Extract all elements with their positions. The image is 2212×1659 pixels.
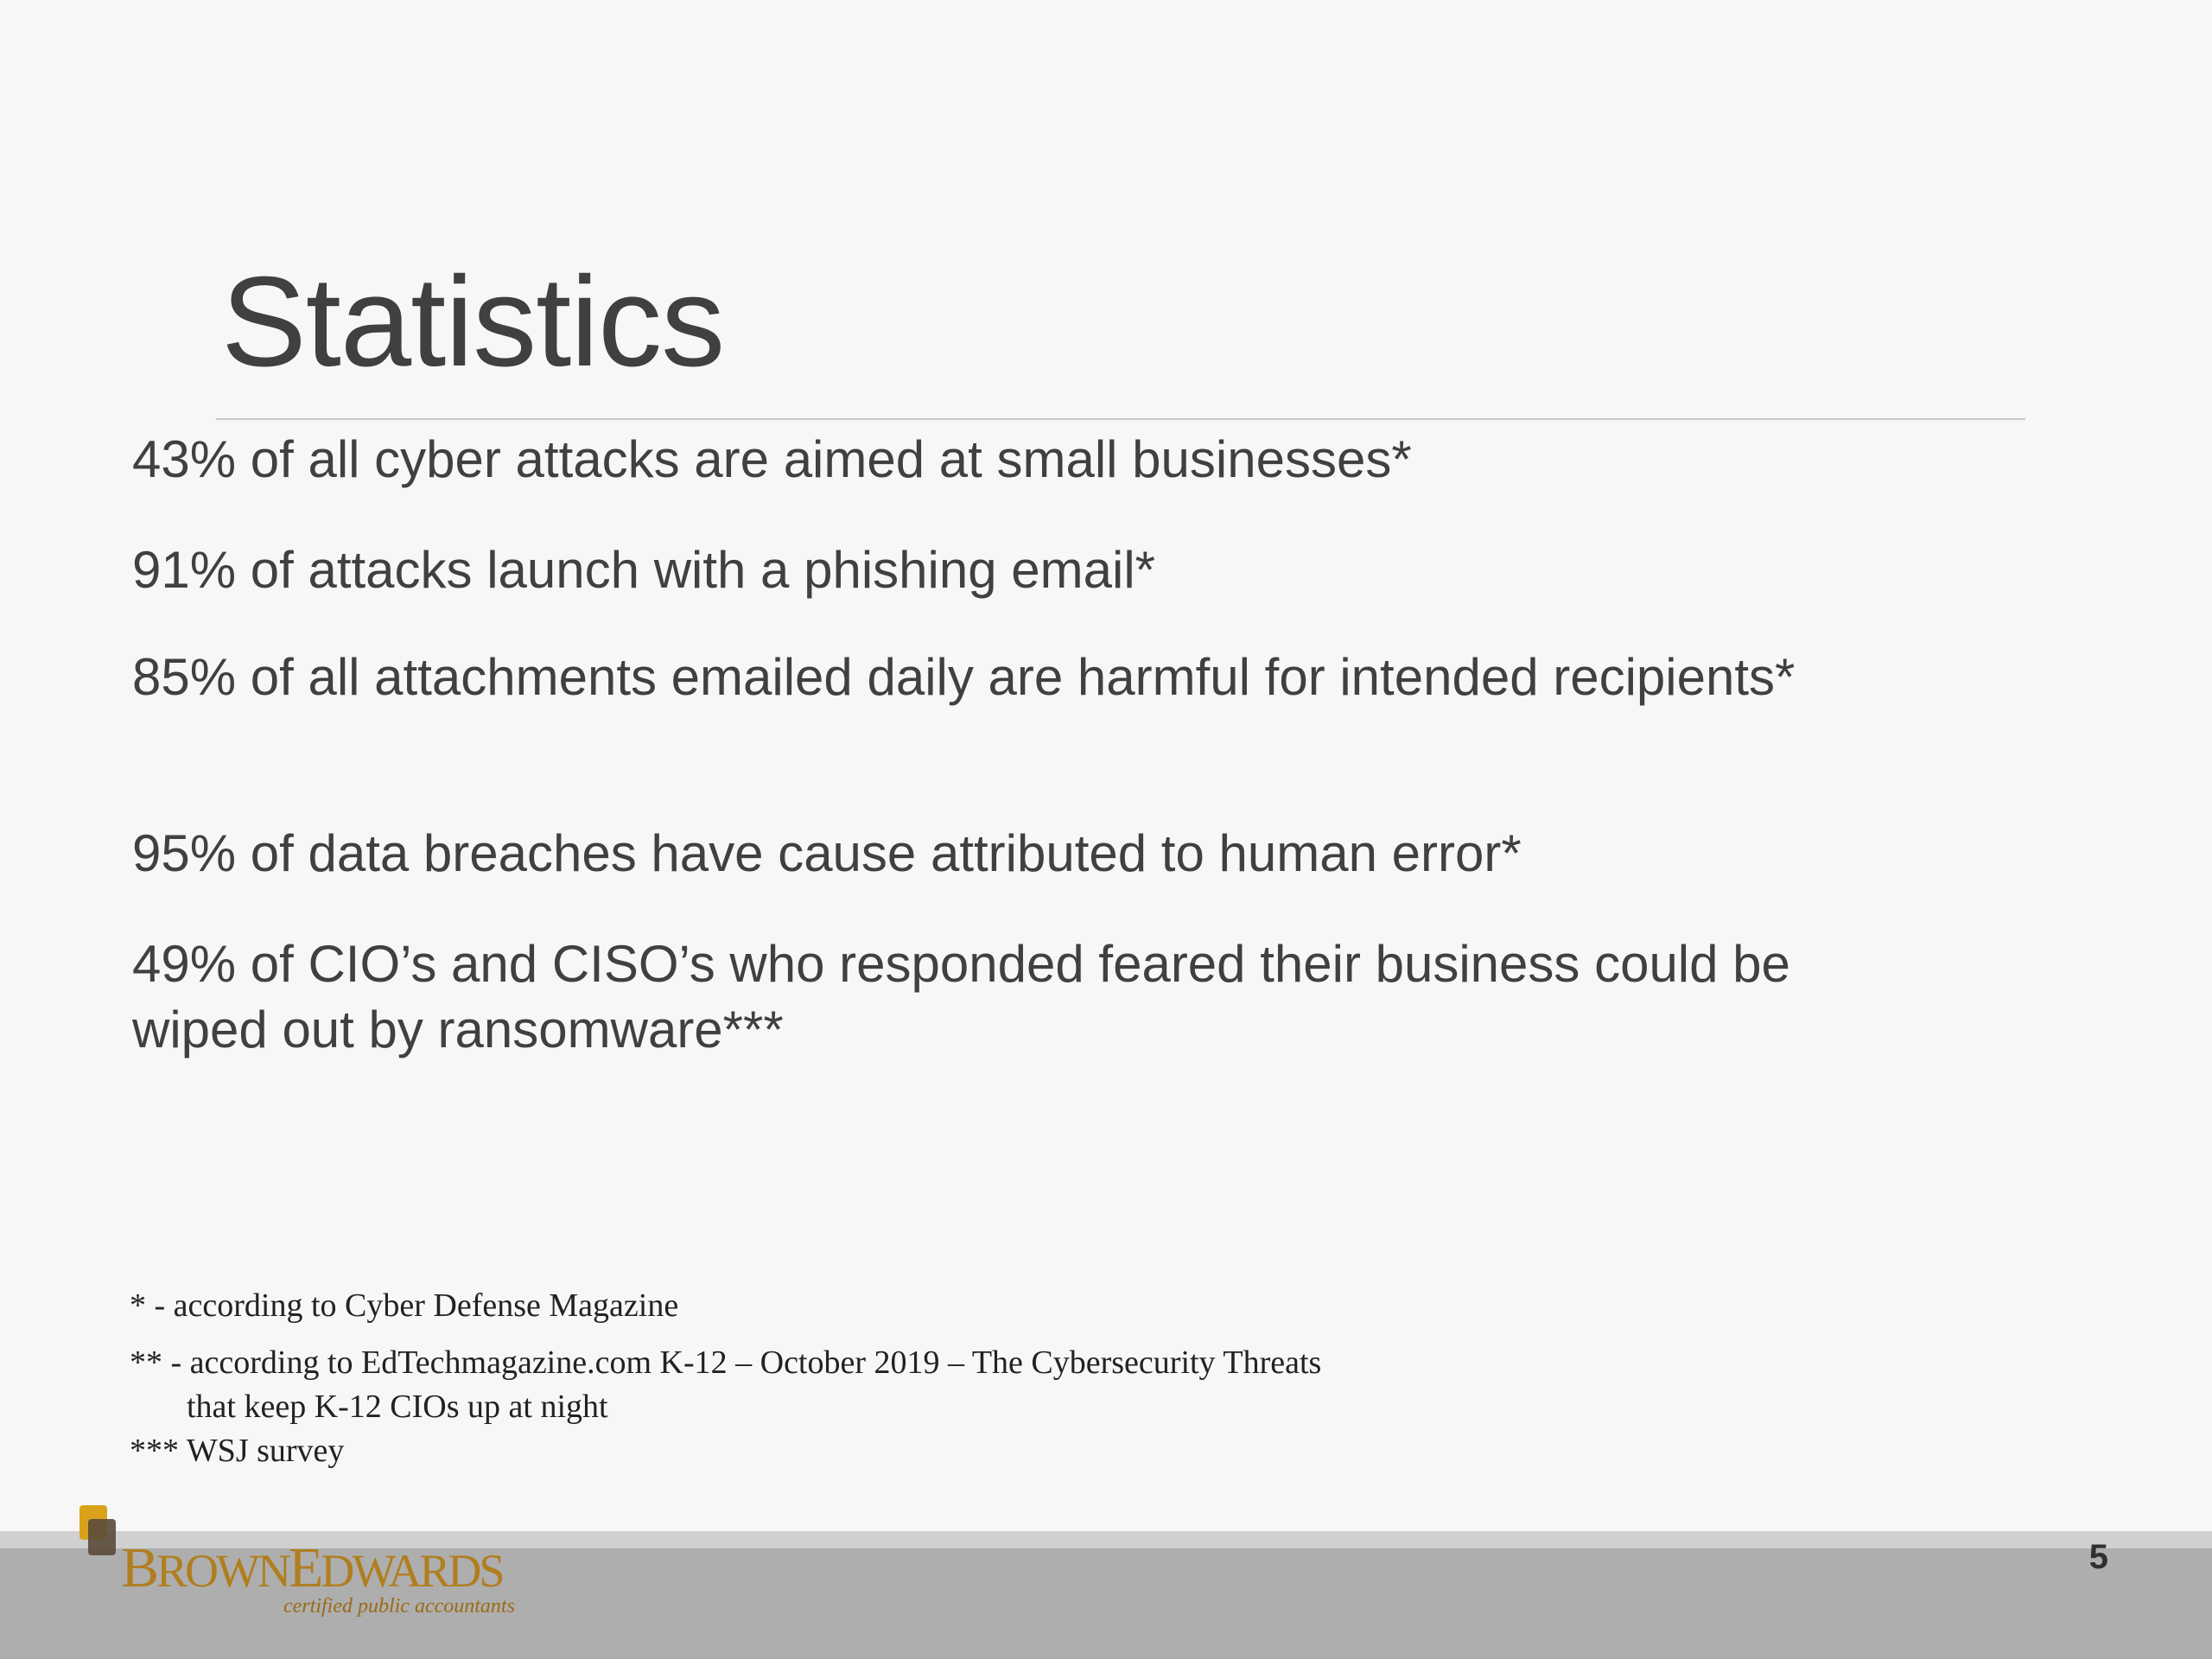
logo-initial: B <box>121 1536 157 1599</box>
logo-tagline: certified public accountants <box>283 1595 515 1618</box>
footnote: * - according to Cyber Defense Magazine <box>130 1287 679 1324</box>
slide-title: Statistics <box>221 251 725 393</box>
stat-item: 91% of attacks launch with a phishing email* <box>132 541 1156 599</box>
logo-word-part: ROWN <box>156 1545 289 1597</box>
stat-item: 49% of CIO’s and CISO’s who responded feared their business could be wiped out by ransomware*** <box>132 935 1790 1058</box>
footnote: ** - according to EdTechmagazine.com K-12 – October 2019 – The Cybersecurity Threats <box>130 1344 1322 1381</box>
logo-initial: E <box>289 1536 321 1599</box>
title-divider <box>216 418 2025 420</box>
footnote: *** WSJ survey <box>130 1433 345 1469</box>
stat-item: 95% of data breaches have cause attributed to human error* <box>132 824 1522 882</box>
footnote-continuation: that keep K-12 CIOs up at night <box>187 1389 608 1425</box>
logo-word-part: DWARDS <box>321 1545 503 1597</box>
logo-mark-shadow-icon <box>88 1519 116 1555</box>
logo-wordmark <box>121 1538 502 1601</box>
stat-item: 85% of all attachments emailed daily are harmful for intended recipients* <box>132 648 1796 706</box>
brown-edwards-logo <box>78 1503 515 1624</box>
page-number: 5 <box>2088 1538 2108 1576</box>
stat-item: 43% of all cyber attacks are aimed at small businesses* <box>132 430 1412 488</box>
